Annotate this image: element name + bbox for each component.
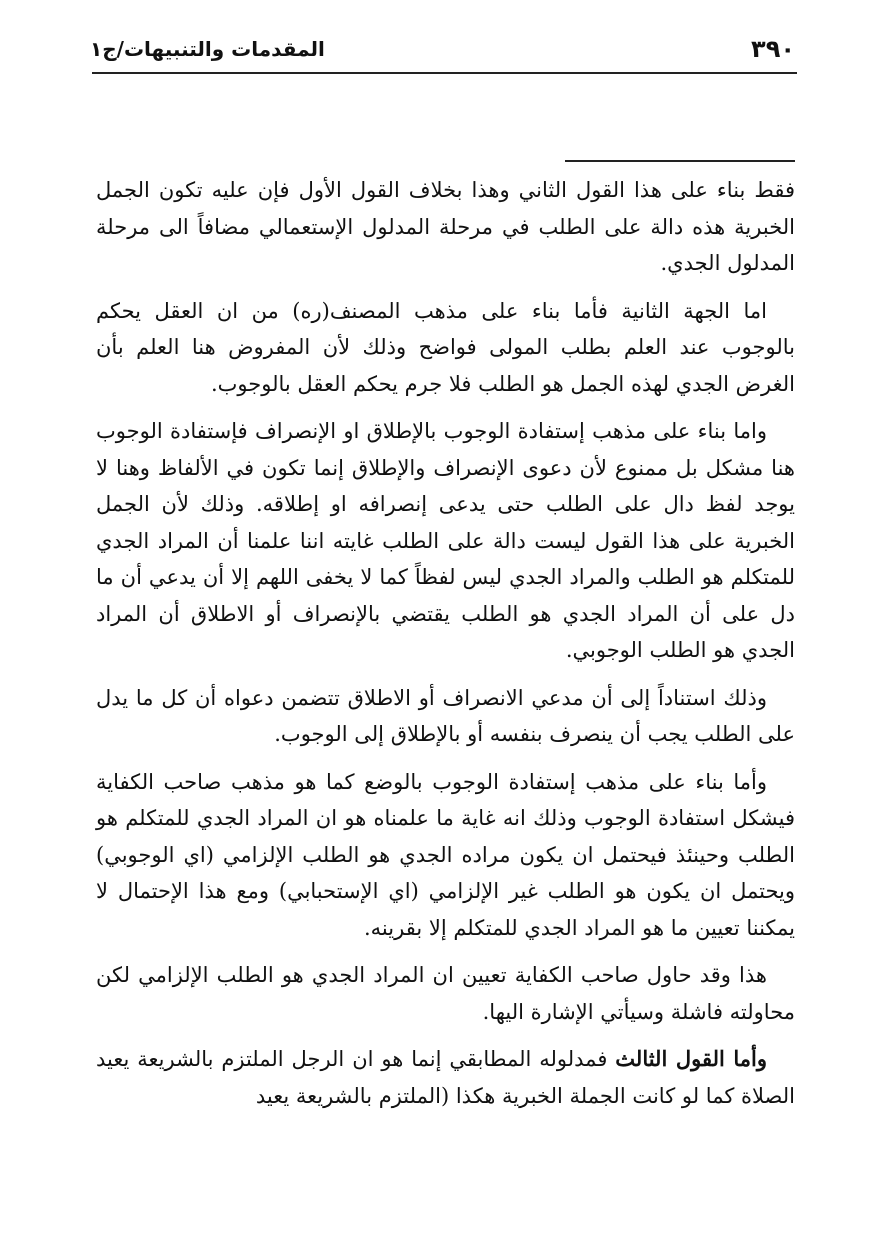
page-number: ٣٩٠ [751,35,795,63]
paragraph-1: فقط بناء على هذا القول الثاني وهذا بخلاف القول الأول فإن عليه تكون الجمل الخبرية هذه دالة على الطلب في مرحلة المدلول الإستعمالي مضافاً الى مرحلة المدلول الجدي. [96,178,795,275]
paragraph-7-lead: وأما القول الثالث [615,1046,767,1071]
page-header [90,28,795,70]
paragraph-5: وأما بناء على مذهب إستفادة الوجوب بالوضع كما هو مذهب صاحب الكفاية فيشكل استفادة الوجوب وذلك انه غاية ما علمناه هو ان المراد الجدي للمتكلم هو الطلب وحينئذ فيحتمل ان يكون مراده الجدي هو الطلب الإلزامي (اي الوجوبي) ويحتمل ان يكون هو الطلب غير الإلزامي (اي الإستحبابي) ومع هذا الإحتمال لا يمكننا تعيين ما هو المراد الجدي للمتكلم إلا بقرينه. [96,769,795,940]
running-title: المقدمات والتنبيهات/ج١ [90,37,325,61]
paragraph-7-text: فمدلوله المطابقي إنما هو ان الرجل الملتزم بالشريعة يعيد الصلاة كما لو كانت الجملة الخبرية هكذا (الملتزم بالشريعة يعيد [96,1047,795,1108]
footnote-separator [565,160,795,162]
paragraph-6: هذا وقد حاول صاحب الكفاية تعيين ان المراد الجدي هو الطلب الإلزامي لكن محاولته فاشلة وسيأتي الإشارة اليها. [96,963,795,1024]
body-text [96,172,795,1114]
paragraph-2: اما الجهة الثانية فأما بناء على مذهب المصنف(ره) من ان العقل يحكم بالوجوب عند العلم بطلب المولى فواضح وذلك لأن المفروض هنا العلم بأن الغرض الجدي لهذه الجمل هو الطلب فلا جرم يحكم العقل بالوجوب. [96,298,795,396]
header-divider [92,72,797,74]
paragraph-3: واما بناء على مذهب إستفادة الوجوب بالإطلاق او الإنصراف فإستفادة الوجوب هنا مشكل بل ممنوع لأن دعوى الإنصراف والإطلاق إنما تكون في الألفاظ وهنا لا يوجد لفظ دال على الطلب حتى يدعى إنصرافه او إطلاقه. وذلك لأن الجمل الخبرية على هذا القول ليست دالة على الطلب غايته اننا علمنا أن المراد الجدي للمتكلم هو الطلب والمراد الجدي ليس لفظاً كما لا يخفى اللهم إلا أن يدعي أن ما دل على أن المراد الجدي هو الطلب يقتضي بالإنصراف أو الاطلاق أن المراد الجدي هو الطلب الوجوبي. [96,419,795,662]
paragraph-7 [96,1041,795,1114]
paragraph-4: وذلك استناداً إلى أن مدعي الانصراف أو الاطلاق تتضمن دعواه أن كل ما يدل على الطلب يجب أن ينصرف بنفسه أو بالإطلاق إلى الوجوب. [96,685,795,746]
